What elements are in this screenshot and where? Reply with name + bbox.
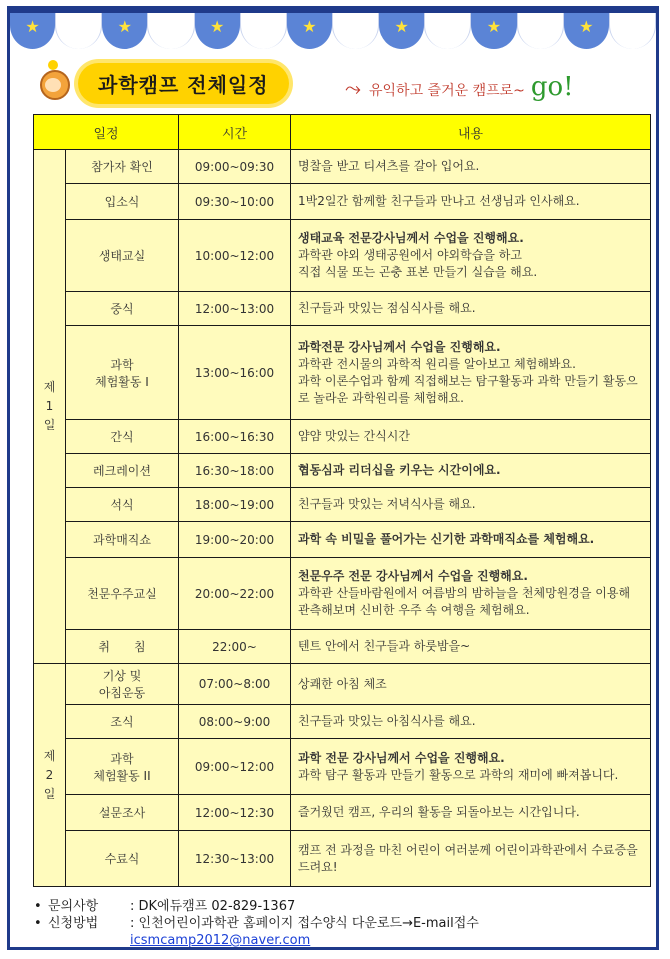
schedule-table xyxy=(33,114,651,887)
awning-scallop xyxy=(332,9,379,49)
table-row xyxy=(34,454,651,488)
session-description xyxy=(291,420,651,454)
description-line: 과학 탐구 활동과 만들기 활동으로 과학의 재미에 빠져봅니다. xyxy=(298,767,619,782)
table-row xyxy=(34,220,651,292)
description-line: 과학관 야외 생태공원에서 야외학습을 하고 xyxy=(298,248,522,262)
day-2-label: 제 2 일 xyxy=(34,664,66,887)
session-name: 기상 및 아침운동 xyxy=(66,664,179,705)
title-area xyxy=(34,58,289,108)
apply-label: 신청방법 xyxy=(48,916,99,931)
session-time: 12:00~13:00 xyxy=(179,292,291,326)
curved-arrow-icon: ⤳ xyxy=(345,76,361,100)
mascot-icon xyxy=(34,60,72,106)
table-row xyxy=(34,795,651,831)
session-name: 과학 체험활동 II xyxy=(66,739,179,795)
slogan xyxy=(345,72,574,102)
awning-scallop xyxy=(424,9,471,49)
star-icon: ★ xyxy=(25,17,40,36)
session-description xyxy=(291,705,651,739)
description-line: 명찰을 받고 티셔츠를 갈아 입어요. xyxy=(298,159,480,173)
session-time: 09:30~10:00 xyxy=(179,184,291,220)
table-row xyxy=(34,630,651,664)
contact-label: 문의사항 xyxy=(48,899,99,914)
header-time: 시간 xyxy=(179,115,291,150)
session-time: 20:00~22:00 xyxy=(179,558,291,630)
session-description xyxy=(291,326,651,420)
session-time: 13:00~16:00 xyxy=(179,326,291,420)
star-icon: ★ xyxy=(579,17,594,36)
description-line: 상쾌한 아침 체조 xyxy=(298,676,387,691)
session-description xyxy=(291,292,651,326)
footer-info xyxy=(34,898,479,949)
awning-top-border xyxy=(10,9,656,13)
session-description xyxy=(291,664,651,705)
session-description xyxy=(291,558,651,630)
description-highlight: 과학 속 비밀을 풀어가는 신기한 과학매직쇼를 체험해요. xyxy=(298,532,595,546)
table-row xyxy=(34,420,651,454)
description-line: 캠프 전 과정을 마친 어린이 여러분께 어린이과학관에서 수료증을 드려요! xyxy=(298,842,638,874)
session-time: 09:00~12:00 xyxy=(179,739,291,795)
table-header-row xyxy=(34,115,651,150)
session-name: 과학매직쇼 xyxy=(66,522,179,558)
session-description xyxy=(291,739,651,795)
session-name: 참가자 확인 xyxy=(66,150,179,184)
table-row xyxy=(34,326,651,420)
session-description xyxy=(291,454,651,488)
session-name: 입소식 xyxy=(66,184,179,220)
session-name: 간식 xyxy=(66,420,179,454)
email-link[interactable]: icsmcamp2012@naver.com xyxy=(130,933,311,948)
session-time: 09:00~09:30 xyxy=(179,150,291,184)
contact-row: • 문의사항 : DK에듀캠프 02-829-1367 xyxy=(34,899,296,914)
header-content: 내용 xyxy=(291,115,651,150)
session-description xyxy=(291,184,651,220)
apply-row: • 신청방법 : 인천어린이과학관 홈페이지 접수양식 다운로드→E-mail접수 xyxy=(34,916,479,931)
session-description xyxy=(291,220,651,292)
session-time: 10:00~12:00 xyxy=(179,220,291,292)
session-description xyxy=(291,488,651,522)
session-time: 19:00~20:00 xyxy=(179,522,291,558)
description-line: 과학관 산들바람원에서 여름밤의 밤하늘을 천체망원경을 이용해 관측해보며 신비한 우주 속 여행을 체험해요. xyxy=(298,586,631,617)
description-line: 1박2일간 함께할 친구들과 만나고 선생님과 인사해요. xyxy=(298,194,580,208)
session-description xyxy=(291,831,651,887)
awning-scallop xyxy=(609,9,656,49)
table-row xyxy=(34,488,651,522)
description-line: 즐거웠던 캠프, 우리의 활동을 되돌아보는 시간입니다. xyxy=(298,805,580,819)
table-row xyxy=(34,831,651,887)
session-name: 조식 xyxy=(66,705,179,739)
session-name: 과학 체험활동 I xyxy=(66,326,179,420)
description-line: 친구들과 맛있는 아침식사를 해요. xyxy=(298,714,476,728)
awning-scallop xyxy=(195,9,240,49)
awning-scallop xyxy=(471,9,516,49)
header-session: 일정 xyxy=(34,115,179,150)
session-name: 설문조사 xyxy=(66,795,179,831)
description-highlight: 생태교육 전문강사님께서 수업을 진행해요. xyxy=(298,231,524,245)
star-icon: ★ xyxy=(302,17,317,36)
session-time: 07:00~8:00 xyxy=(179,664,291,705)
session-description xyxy=(291,630,651,664)
session-time: 22:00~ xyxy=(179,630,291,664)
session-name: 석식 xyxy=(66,488,179,522)
description-line: 직접 식물 또는 곤충 표본 만들기 실습을 해요. xyxy=(298,265,538,279)
session-description xyxy=(291,150,651,184)
description-line: 과학 이론수업과 함께 직접해보는 탐구활동과 과학 만들기 활동으로 놀라운 과학원리를 체험해요. xyxy=(298,373,638,405)
awning-scallop xyxy=(517,9,564,49)
session-time: 18:00~19:00 xyxy=(179,488,291,522)
awning-scallop xyxy=(564,9,609,49)
description-highlight: 과학 전문 강사님께서 수업을 진행해요. xyxy=(298,750,505,765)
session-name: 취 침 xyxy=(66,630,179,664)
session-time: 16:00~16:30 xyxy=(179,420,291,454)
star-icon: ★ xyxy=(209,17,225,36)
session-description xyxy=(291,795,651,831)
table-row xyxy=(34,184,651,220)
description-highlight: 과학전문 강사님께서 수업을 진행해요. xyxy=(298,339,501,354)
slogan-text: 유익하고 즐거운 캠프로~ xyxy=(369,83,525,99)
apply-value: : 인천어린이과학관 홈페이지 접수양식 다운로드→E-mail접수 xyxy=(130,916,479,931)
session-time: 12:30~13:00 xyxy=(179,831,291,887)
awning-decoration xyxy=(10,9,656,49)
description-line: 친구들과 맛있는 점심식사를 해요. xyxy=(298,301,476,315)
table-row xyxy=(34,150,651,184)
description-line: 텐트 안에서 친구들과 하룻밤을~ xyxy=(298,639,471,653)
session-name: 수료식 xyxy=(66,831,179,887)
session-name: 레크레이션 xyxy=(66,454,179,488)
star-icon: ★ xyxy=(117,17,133,36)
description-highlight: 천문우주 전문 강사님께서 수업을 진행해요. xyxy=(298,569,528,583)
table-row xyxy=(34,705,651,739)
description-line: 과학관 전시물의 과학적 원리를 알아보고 체험해봐요. xyxy=(298,356,576,371)
session-time: 12:00~12:30 xyxy=(179,795,291,831)
slogan-go: go! xyxy=(530,72,574,102)
table-row xyxy=(34,739,651,795)
awning-scallop xyxy=(147,9,194,49)
session-name: 생태교실 xyxy=(66,220,179,292)
session-time: 08:00~9:00 xyxy=(179,705,291,739)
table-row xyxy=(34,664,651,705)
session-name: 중식 xyxy=(66,292,179,326)
awning-scallop xyxy=(55,9,102,49)
awning-scallop xyxy=(379,9,424,49)
contact-value: : DK에듀캠프 02-829-1367 xyxy=(130,899,296,914)
session-description xyxy=(291,522,651,558)
star-icon: ★ xyxy=(486,17,502,36)
table-row xyxy=(34,558,651,630)
page-title: 과학캠프 전체일정 xyxy=(78,63,289,104)
description-line: 얌얌 맛있는 간식시간 xyxy=(298,429,410,443)
session-name: 천문우주교실 xyxy=(66,558,179,630)
awning-scallop xyxy=(102,9,147,49)
awning-scallop xyxy=(240,9,287,49)
table-row xyxy=(34,292,651,326)
day-1-label: 제 1 일 xyxy=(34,150,66,664)
star-icon: ★ xyxy=(394,17,409,36)
table-row xyxy=(34,522,651,558)
description-highlight: 협동심과 리더십을 키우는 시간이에요. xyxy=(298,463,501,477)
awning-scallop xyxy=(287,9,332,49)
description-line: 친구들과 맛있는 저녁식사를 해요. xyxy=(298,497,476,511)
session-time: 16:30~18:00 xyxy=(179,454,291,488)
awning-scallop xyxy=(10,9,55,49)
